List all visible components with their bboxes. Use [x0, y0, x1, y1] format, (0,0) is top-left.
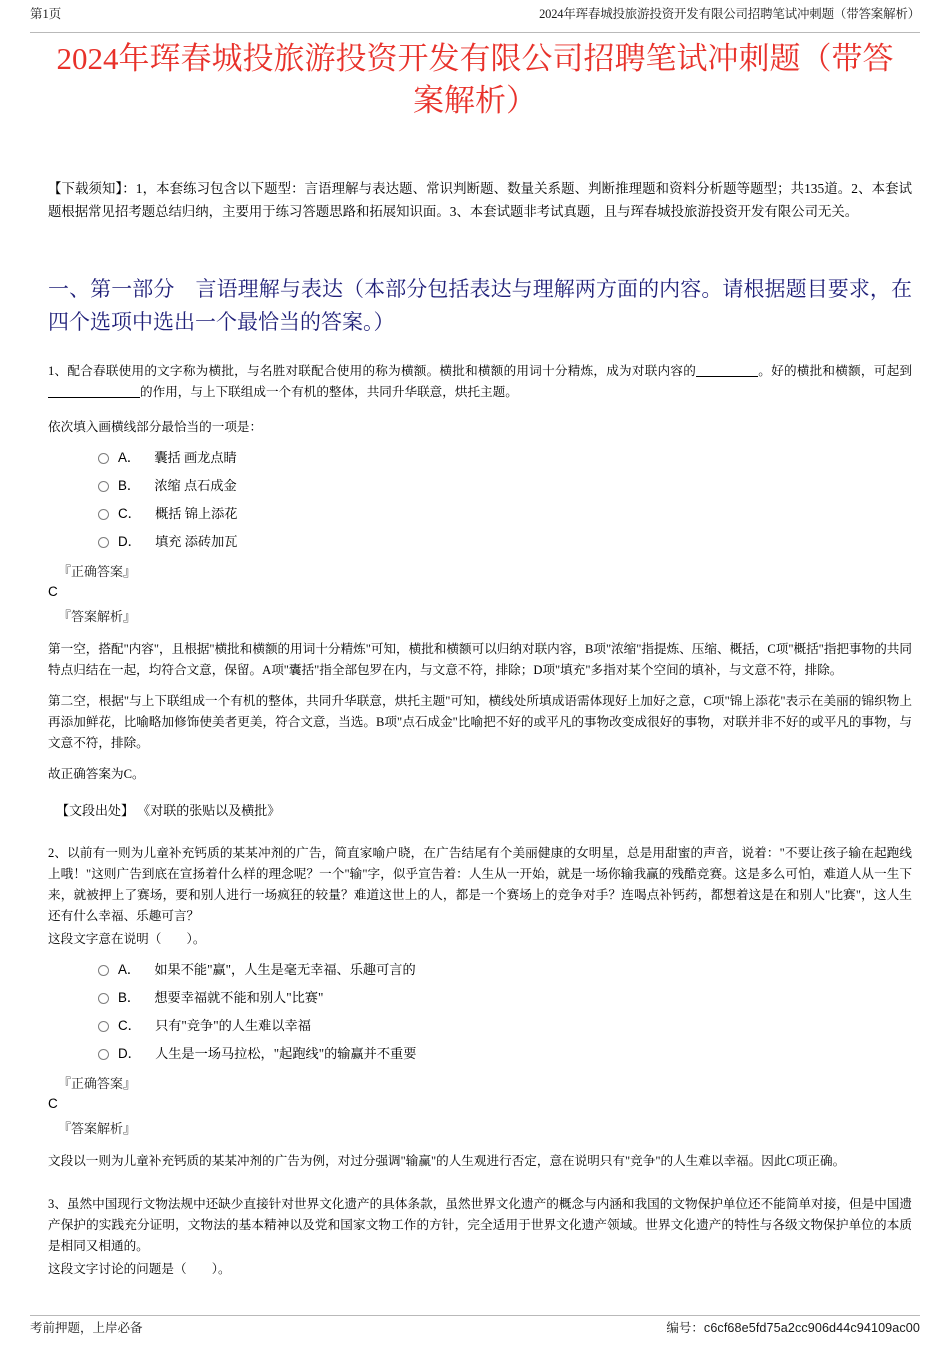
- download-notice: 【下载须知】：1，本套练习包含以下题型：言语理解与表达题、常识判断题、数量关系题、判断推理题和资料分析题等题型；共135道。2、本套试题根据常见招考题总结归纳，主要用于练习答题思路和拓展知识面。3、本套试题非考试真题，且与珲春城投旅游投资开发有限公司无关。: [48, 181, 912, 219]
- option-letter: A．: [118, 450, 141, 465]
- option-b[interactable]: [48, 988, 912, 1008]
- page-title: 2024年珲春城投旅游投资开发有限公司招聘笔试冲刺题（带答案解析）: [56, 41, 894, 118]
- answer-analysis-paragraph: 文段以一则为儿童补充钙质的某某冲剂的广告为例，对过分强调"输赢"的人生观进行否定，意在说明只有"竞争"的人生难以幸福。因此C项正确。: [48, 1154, 846, 1168]
- radio-button-icon[interactable]: [98, 965, 109, 976]
- option-label: 概括 锦上添花: [155, 506, 238, 521]
- correct-answer-value: C: [48, 1096, 58, 1111]
- question-prompt: 这段文字讨论的问题是（ ）。: [48, 1262, 231, 1276]
- question-prompt: 这段文字意在说明（ ）。: [48, 932, 206, 946]
- radio-button-icon[interactable]: [98, 481, 109, 492]
- section-heading-part-one: 一、第一部分 言语理解与表达（本部分包括表达与理解两方面的内容。请根据题目要求，在四个选项中选出一个最恰当的答案。）: [48, 277, 912, 334]
- option-letter: D．: [118, 534, 142, 549]
- question-stem: 2、以前有一则为儿童补充钙质的某某冲剂的广告，简直家喻户晓，在广告结尾有个美丽健康的女明星，总是用甜蜜的声音，说着："不要让孩子输在起跑线上哦！"这则广告到底在宣扬着什么样的理念呢？一个"输"字，似乎宣告着：人生从一开始，就是一场你输我赢的残酷竞赛。这是多么可怕，难道人从一生下来，就被押上了赛场，要和别人进行一场疯狂的较量？难道这世上的人，都是一个赛场上的竞争对手？连喝点补钙药，都想着这是在和别人"比赛"，这人生还有什么幸福、乐趣可言？: [48, 846, 912, 923]
- option-a[interactable]: [48, 448, 912, 468]
- option-d[interactable]: [48, 532, 912, 552]
- option-letter: B．: [118, 990, 141, 1005]
- footer-slogan: 考前押题，上岸必备: [30, 1321, 143, 1335]
- option-label: 只有"竞争"的人生难以幸福: [155, 1018, 311, 1033]
- radio-button-icon[interactable]: [98, 453, 109, 464]
- answer-analysis-paragraph: 第二空，根据"与上下联组成一个有机的整体，共同升华联意，烘托主题"可知，横线处所填成语需体现好上加好之意，C项"锦上添花"表示在美丽的锦织物上再添加鲜花，比喻略加修饰使美者更美，符合文意，当选。B项"点石成金"比喻把不好的或平凡的事物改变成很好的事物，对联并非不好的或平凡的事物，与文意不符，排除。: [48, 694, 912, 750]
- radio-button-icon[interactable]: [98, 1049, 109, 1060]
- question-block: [48, 843, 912, 1172]
- footer-code-value: c6cf68e5fd75a2cc906d44c94109ac00: [703, 1321, 920, 1335]
- question-prompt: 依次填入画横线部分最恰当的一项是：: [48, 420, 263, 434]
- question-stem-text-b: 。好的横批和横额，可起到: [758, 364, 913, 378]
- option-letter: D．: [118, 1046, 142, 1061]
- answer-blank: [48, 397, 140, 398]
- option-label: 浓缩 点石成金: [154, 478, 237, 493]
- running-header-title: 2024年珲春城投旅游投资开发有限公司招聘笔试冲刺题（带答案解析）: [539, 7, 920, 21]
- answer-analysis-label: 『答案解析』: [58, 609, 137, 624]
- option-label: 如果不能"赢"，人生是毫无幸福、乐趣可言的: [154, 962, 416, 977]
- correct-answer-label: 『正确答案』: [58, 564, 137, 579]
- radio-button-icon[interactable]: [98, 537, 109, 548]
- running-header: [0, 6, 950, 32]
- question-block: [48, 361, 912, 821]
- option-letter: C．: [118, 1018, 142, 1033]
- option-c[interactable]: [48, 1016, 912, 1036]
- footer-code-label: 编号：: [666, 1321, 704, 1335]
- radio-button-icon[interactable]: [98, 993, 109, 1004]
- option-b[interactable]: [48, 476, 912, 496]
- passage-source: [56, 801, 912, 821]
- options-list: [48, 448, 912, 552]
- question-stem-text-c: 的作用，与上下联组成一个有机的整体，共同升华联意，烘托主题。: [140, 385, 518, 399]
- radio-button-icon[interactable]: [98, 509, 109, 520]
- running-footer: [0, 1315, 950, 1337]
- question-stem: [48, 361, 912, 403]
- answer-analysis-paragraph: 第一空，搭配"内容"，且根据"横批和横额的用词十分精炼"可知，横批和横额可以归纳对联内容，B项"浓缩"指提炼、压缩、概括，C项"概括"指把事物的共同特点归结在一起，均符合文意，保留。A项"囊括"指全部包罗在内，与文意不符，排除；D项"填充"多指对某个空间的填补，与文意不符，排除。: [48, 642, 912, 677]
- page-number-label: 第1页: [30, 7, 62, 21]
- question-stem-text-a: 1、配合春联使用的文字称为横批，与名胜对联配合使用的称为横额。横批和横额的用词十分精炼，成为对联内容的: [48, 364, 697, 378]
- question-stem: 3、虽然中国现行文物法规中还缺少直接针对世界文化遗产的具体条款，虽然世界文化遗产的概念与内涵和我国的文物保护单位还不能简单对接，但是中国遗产保护的实践充分证明，文物法的基本精神以及党和国家文物工作的方针，完全适用于世界文化遗产领域。世界文化遗产的特性与各级文物保护单位的本质是相同又相通的。: [48, 1197, 912, 1253]
- radio-button-icon[interactable]: [98, 1021, 109, 1032]
- answer-analysis-conclusion: 故正确答案为C。: [48, 767, 145, 781]
- passage-source-value: 《对联的张贴以及横批》: [137, 803, 281, 818]
- document-body: [48, 178, 912, 1280]
- answer-blank: [696, 376, 758, 377]
- option-a[interactable]: [48, 960, 912, 980]
- option-letter: C．: [118, 506, 142, 521]
- answer-analysis-label: 『答案解析』: [58, 1121, 137, 1136]
- option-label: 填充 添砖加瓦: [155, 534, 238, 549]
- footer-code: [666, 1320, 920, 1337]
- option-label: 想要幸福就不能和别人"比赛": [154, 990, 324, 1005]
- option-c[interactable]: [48, 504, 912, 524]
- option-label: 人生是一场马拉松，"起跑线"的输赢并不重要: [155, 1046, 417, 1061]
- option-letter: B．: [118, 478, 141, 493]
- question-block: [48, 1194, 912, 1280]
- option-letter: A．: [118, 962, 141, 977]
- correct-answer-value: C: [48, 584, 58, 599]
- correct-answer-label: 『正确答案』: [58, 1076, 137, 1091]
- options-list: [48, 960, 912, 1064]
- passage-source-label: 【文段出处】: [56, 803, 135, 818]
- option-d[interactable]: [48, 1044, 912, 1064]
- option-label: 囊括 画龙点睛: [154, 450, 237, 465]
